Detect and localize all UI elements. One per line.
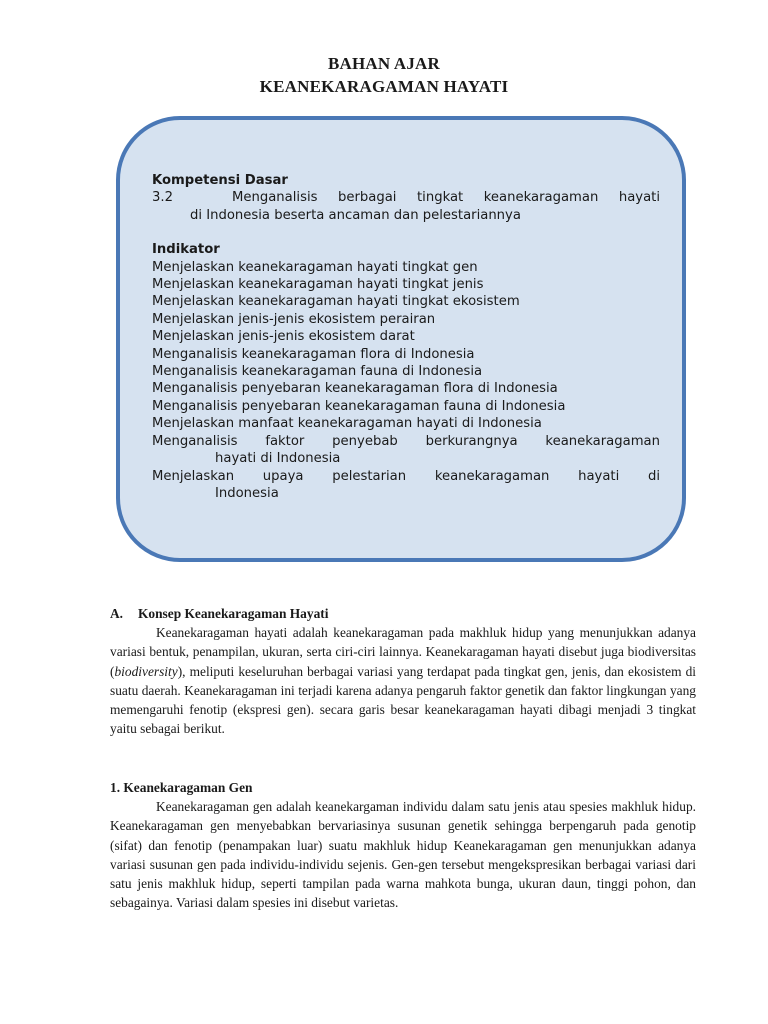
indikator-item: Menjelaskan keanekaragaman hayati tingkat gen (152, 259, 478, 275)
indikator-item (152, 433, 660, 468)
section-1-heading: 1. Keanekaragaman Gen (110, 780, 253, 795)
section-a-paragraph (110, 623, 696, 738)
kompetensi-dasar-heading: Kompetensi Dasar (152, 173, 288, 188)
indikator-12-line-1: Menjelaskan upaya pelestarian keanekaragaman hayati di (152, 468, 660, 484)
section-gen (110, 778, 696, 912)
indikator-item: Menjelaskan jenis-jenis ekosistem darat (152, 329, 415, 345)
indikator-11-line-1: Menganalisis faktor penyebab berkurangnya keanekaragaman (152, 433, 660, 449)
indikator-11-line-2: hayati di Indonesia (215, 451, 341, 467)
kd-number: 3.2 (152, 190, 173, 206)
indikator-item: Menganalisis penyebaran keanekaragaman fauna di Indonesia (152, 398, 566, 414)
kompetensi-dasar-item (152, 189, 660, 206)
indikator-item: Menjelaskan jenis-jenis ekosistem perairan (152, 311, 436, 327)
section-konsep (110, 604, 696, 738)
document-title-line-2: KEANEKARAGAMAN HAYATI (259, 77, 509, 96)
section-a-heading (110, 604, 696, 623)
indikator-item: Menjelaskan keanekaragaman hayati tingkat ekosistem (152, 294, 520, 310)
indikator-item (152, 468, 660, 503)
document-title-line-1: BAHAN AJAR (327, 54, 441, 73)
section-a-label: A. (110, 606, 124, 621)
indikator-heading: Indikator (152, 242, 220, 258)
kd-text-line-2: di Indonesia beserta ancaman dan pelestariannya (190, 207, 521, 223)
indikator-12-line-2: Indonesia (215, 485, 279, 501)
indikator-item: Menganalisis keanekaragaman fauna di Indonesia (152, 364, 483, 380)
para-text: ), meliputi keseluruhan berbagai variasi yang terdapat pada tingkat gen, jenis, dan ekosistem di suatu daerah. Keanekaragaman ini terjadi karena adanya pengaruh faktor genetik dan faktor lingkungan yang memengaruhi fenotip (ekspresi gen). secara garis besar keanekaragaman hayati dibagi menjadi 3 tingkat yaitu sebagai berikut. (110, 663, 696, 737)
indikator-item: Menjelaskan manfaat keanekaragaman hayati di Indonesia (152, 416, 542, 432)
indikator-list (152, 259, 660, 503)
competency-content (152, 172, 660, 502)
kd-text-line-1: Menganalisis berbagai tingkat keanekaragaman hayati (232, 190, 660, 206)
para-text: Keanekaragaman hayati adalah keanekaragaman pada makhluk hidup yang menunjukkan adanya variasi bentuk, penampilan, ukuran, serta ciri-ciri lainnya. Keanekaragaman hayati disebut juga biodiversitas ( (110, 625, 696, 679)
indikator-item: Menganalisis keanekaragaman flora di Indonesia (152, 346, 475, 362)
competency-box (116, 116, 686, 562)
section-1-paragraph: Keanekaragaman gen adalah keanekargaman individu dalam satu jenis atau spesies makhluk hidup. Keanekaragaman gen menyebabkan bervariasinya susunan genetik sehingga berpengaruh pada genotip (sifat) dan fenotip (penampakan luar) suatu makhluk hidup Keanekaragaman gen menunjukkan adanya variasi susunan gen pada individu-individu sejenis. Gen-gen tersebut mengekspresikan berbagai variasi dari satu jenis makhluk hidup, seperti tampilan pada warna mahkota bunga, ukuran daun, tinggi pohon, dan sebagainya. Variasi dalam spesies ini disebut varietas. (110, 799, 696, 911)
indikator-item: Menjelaskan keanekaragaman hayati tingkat jenis (152, 277, 484, 293)
para-italic-term: biodiversity (114, 663, 178, 679)
indikator-item: Menganalisis penyebaran keanekaragaman flora di Indonesia (152, 381, 558, 397)
section-a-title: Konsep Keanekaragaman Hayati (138, 606, 329, 621)
